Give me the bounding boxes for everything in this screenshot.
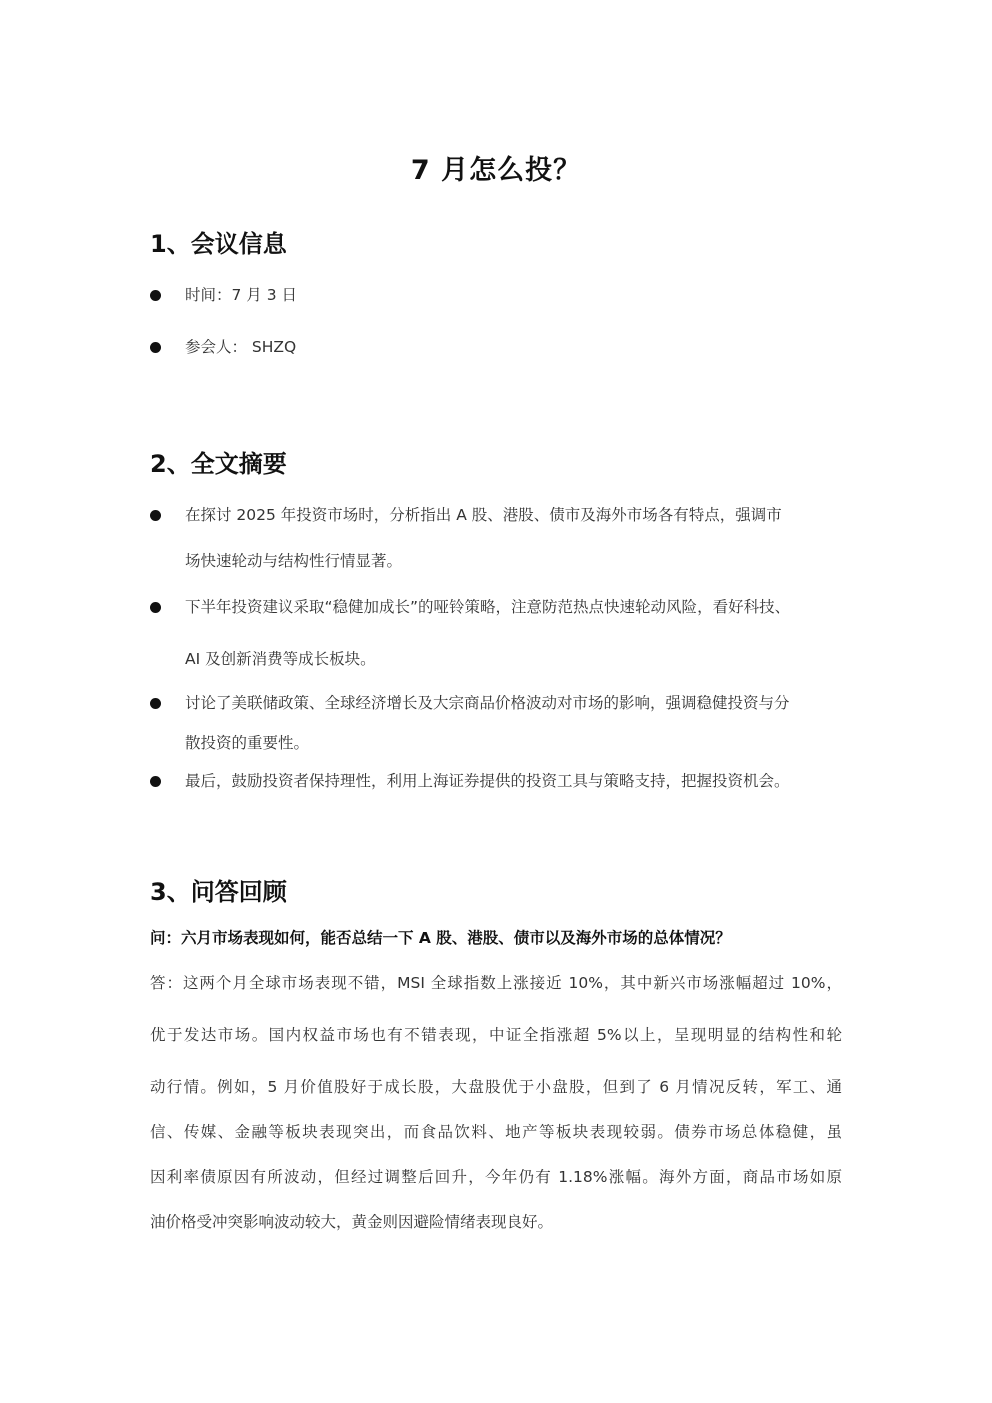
qa-question: 问：六月市场表现如何，能否总结一下 A 股、港股、债市以及海外市场的总体情况？ — [150, 929, 731, 947]
bullet-icon — [150, 698, 161, 709]
section-heading-qa: 3、问答回顾 — [150, 878, 287, 906]
qa-answer — [150, 966, 842, 1239]
bullet-icon — [150, 602, 161, 613]
summary-item-3-line-1: 讨论了美联储政策、全球经济增长及大宗商品价格波动对市场的影响，强调稳健投资与分 — [185, 694, 790, 712]
qa-answer-line-4: 信、传媒、金融等板块表现突出，而食品饮料、地产等板块表现较弱。债券市场总体稳健，虽 — [150, 1123, 842, 1141]
bullet-icon — [150, 510, 161, 521]
qa-answer-line-2: 优于发达市场。国内权益市场也有不错表现，中证全指涨超 5%以上，呈现明显的结构性和轮 — [150, 1026, 842, 1044]
summary-item-2-line-1: 下半年投资建议采取“稳健加成长”的哑铃策略，注意防范热点快速轮动风险，看好科技、 — [185, 598, 791, 616]
summary-item-1-line-1: 在探讨 2025 年投资市场时，分析指出 A 股、港股、债市及海外市场各有特点，强调市 — [185, 506, 782, 524]
summary-item-1 — [150, 505, 842, 575]
bullet-icon — [150, 290, 161, 301]
meeting-time-text: 时间：7 月 3 日 — [185, 286, 298, 304]
summary-item-1-line-2: 场快速轮动与结构性行情显著。 — [185, 552, 403, 570]
summary-item-4 — [150, 771, 842, 793]
summary-item-2-line-2: AI 及创新消费等成长板块。 — [185, 650, 376, 668]
qa-answer-line-3: 动行情。例如，5 月价值股好于成长股，大盘股优于小盘股，但到了 6 月情况反转，军工、通 — [150, 1078, 842, 1096]
summary-item-3-line-2: 散投资的重要性。 — [185, 734, 310, 752]
meeting-info-item-time — [150, 285, 842, 307]
qa-answer-line-6: 油价格受冲突影响波动较大，黄金则因避险情绪表现良好。 — [150, 1213, 554, 1231]
summary-item-3 — [150, 693, 842, 755]
meeting-attendees-text: 参会人： SHZQ — [185, 338, 297, 356]
qa-answer-line-5: 因利率债原因有所波动，但经过调整后回升，今年仍有 1.18%涨幅。海外方面，商品市场如原 — [150, 1168, 842, 1186]
meeting-info-item-attendees — [150, 337, 842, 359]
document-title: 7 月怎么投？ — [410, 155, 582, 186]
bullet-icon — [150, 776, 161, 787]
summary-item-2 — [150, 597, 842, 671]
qa-answer-line-1: 答：这两个月全球市场表现不错，MSI 全球指数上涨接近 10%，其中新兴市场涨幅超过 10%， — [150, 974, 842, 992]
summary-item-4-line-1: 最后，鼓励投资者保持理性，利用上海证券提供的投资工具与策略支持，把握投资机会。 — [185, 772, 790, 790]
bullet-icon — [150, 342, 161, 353]
section-heading-summary: 2、全文摘要 — [150, 450, 287, 478]
section-heading-meeting-info: 1、会议信息 — [150, 230, 287, 258]
